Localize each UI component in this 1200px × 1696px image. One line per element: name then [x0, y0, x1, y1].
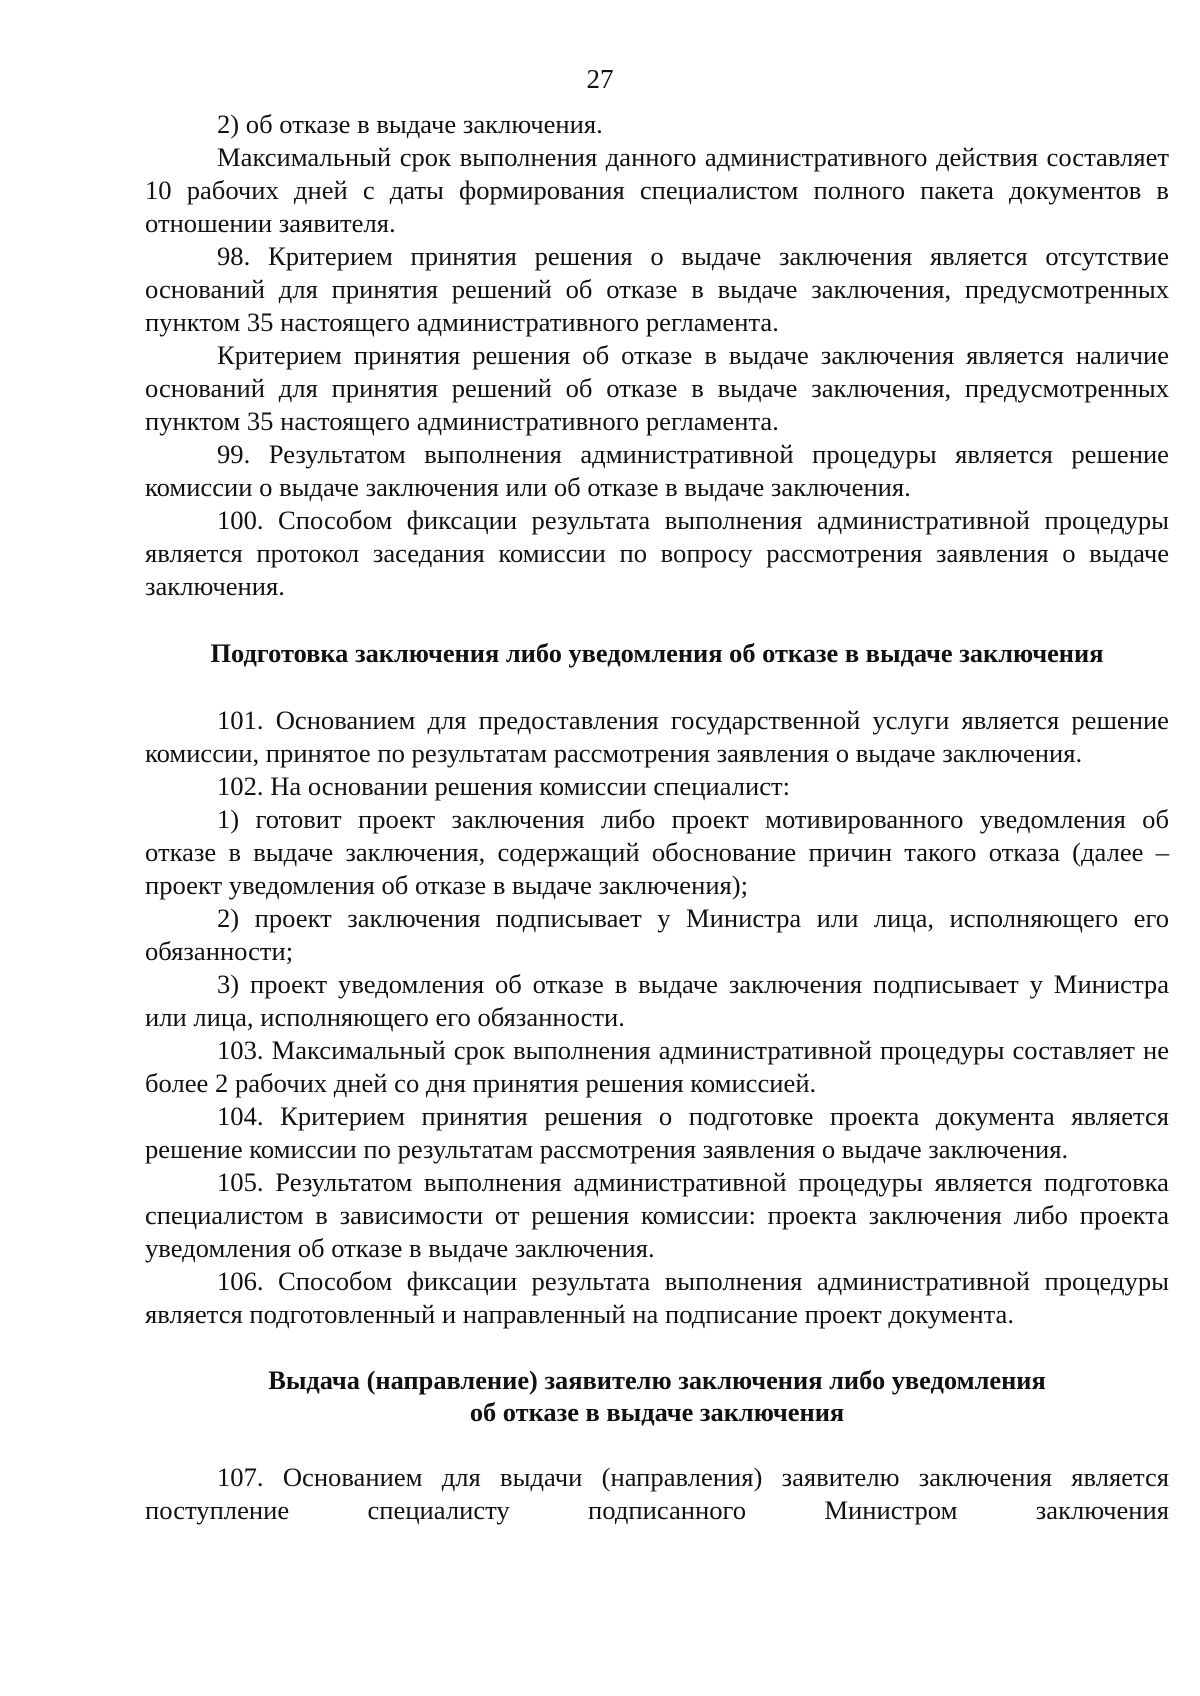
paragraph-101: 101. Основанием для предоставления государственной услуги является решение комиссии, принятое по результатам рассмотрения заявления о выдаче заключения. [145, 705, 1169, 768]
paragraph-99: 99. Результатом выполнения административной процедуры является решение комиссии о выдаче заключения или об отказе в выдаче заключения. [145, 439, 1169, 502]
paragraph-102-item-2: 2) проект заключения подписывает у Министра или лица, исполняющего его обязанности; [145, 903, 1169, 966]
paragraph-102: 102. На основании решения комиссии специалист: [217, 771, 791, 801]
page-number: 27 [586, 64, 614, 94]
section-heading-issuance-line-1: Выдача (направление) заявителю заключения либо уведомления [268, 1365, 1046, 1395]
paragraph-100: 100. Способом фиксации результата выполнения административной процедуры является протокол заседания комиссии по вопросу рассмотрения заявления о выдаче заключения. [145, 505, 1169, 601]
paragraph-104: 104. Критерием принятия решения о подготовке проекта документа является решение комиссии по результатам рассмотрения заявления о выдаче заключения. [145, 1101, 1169, 1164]
section-heading-preparation: Подготовка заключения либо уведомления об отказе в выдаче заключения [210, 638, 1104, 668]
document-body [145, 108, 1169, 1527]
paragraph-103: 103. Максимальный срок выполнения административной процедуры составляет не более 2 рабочих дней со дня принятия решения комиссией. [145, 1035, 1169, 1098]
paragraph-max-term: Максимальный срок выполнения данного административного действия составляет 10 рабочих дней с даты формирования специалистом полного пакета документов в отношении заявителя. [145, 142, 1169, 238]
paragraph-list-item-2: 2) об отказе в выдаче заключения. [217, 109, 603, 139]
paragraph-102-item-1: 1) готовит проект заключения либо проект мотивированного уведомления об отказе в выдаче заключения, содержащий обоснование причин такого отказа (далее – проект уведомления об отказе в выдаче заключения); [145, 804, 1169, 900]
paragraph-102-item-3: 3) проект уведомления об отказе в выдаче заключения подписывает у Министра или лица, исполняющего его обязанности. [145, 969, 1169, 1032]
section-heading-issuance [145, 1364, 1169, 1428]
paragraph-106: 106. Способом фиксации результата выполнения административной процедуры является подготовленный и направленный на подписание проект документа. [145, 1266, 1169, 1329]
paragraph-refusal-criterion: Критерием принятия решения об отказе в выдаче заключения является наличие оснований для принятия решений об отказе в выдаче заключения, предусмотренных пунктом 35 настоящего административного регламента. [145, 340, 1169, 436]
paragraph-107: 107. Основанием для выдачи (направления) заявителю заключения является поступление специалисту подписанного Министром заключения [145, 1462, 1169, 1525]
paragraph-105: 105. Результатом выполнения административной процедуры является подготовка специалистом в зависимости от решения комиссии: проекта заключения либо проекта уведомления об отказе в выдаче заключения. [145, 1167, 1169, 1263]
section-heading-issuance-line-2: об отказе в выдаче заключения [469, 1397, 845, 1427]
paragraph-98: 98. Критерием принятия решения о выдаче заключения является отсутствие оснований для принятия решений об отказе в выдаче заключения, предусмотренных пунктом 35 настоящего административного регламента. [145, 241, 1169, 337]
